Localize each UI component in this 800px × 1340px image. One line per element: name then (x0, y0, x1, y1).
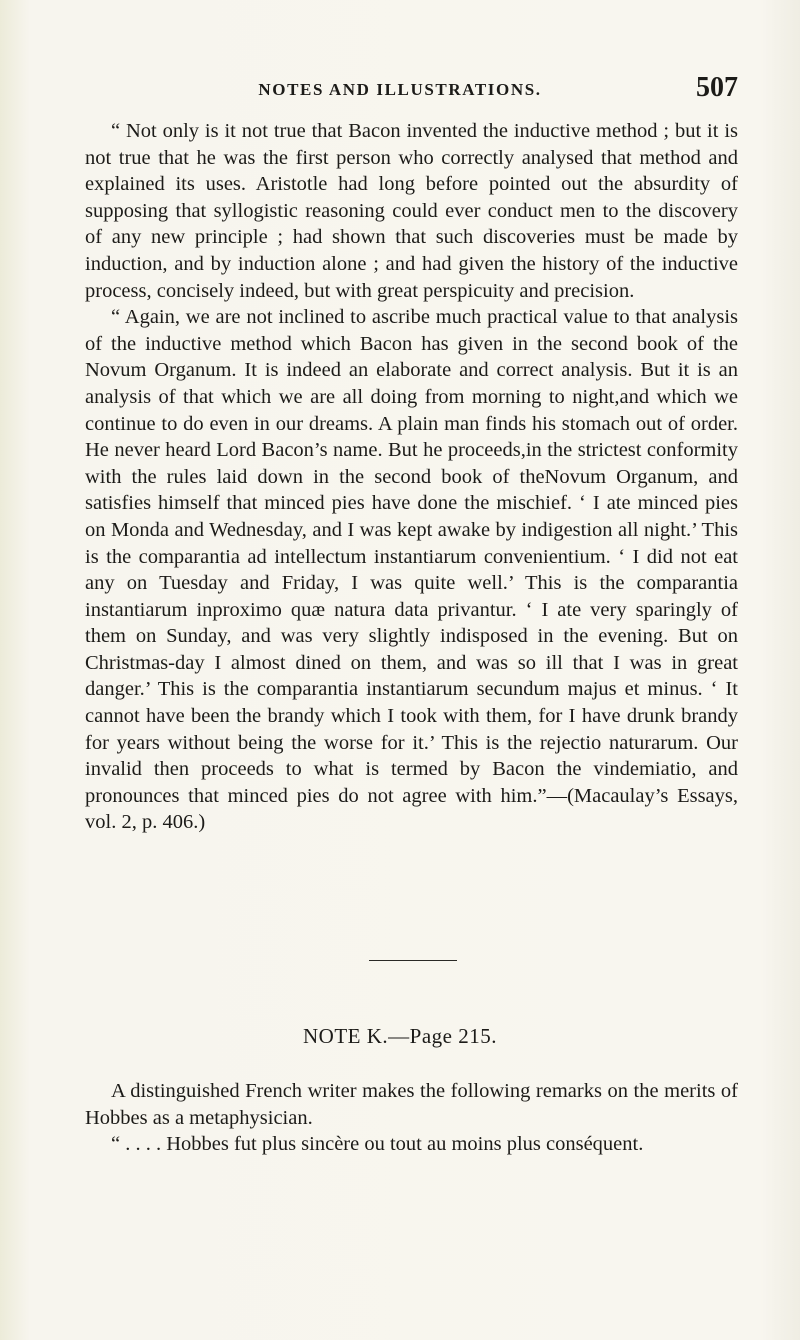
page-header (0, 72, 800, 110)
quotation-block (85, 118, 738, 836)
page-number: 507 (696, 72, 738, 103)
note-block (85, 1078, 738, 1158)
note-heading: NOTE K.—Page 215. (303, 1024, 497, 1048)
paragraph: “ Not only is it not true that Bacon invented the inductive method ; but it is not true that he was the first person who correctly analysed that method and explained its uses. Aristotle had long before pointed out the absurdity of supposing that syllogistic reasoning could ever conduct men to the discovery of any new principle ; had shown that such discoveries must be made by induction, and by induction alone ; and had given the history of the inductive process, concisely indeed, but with great perspicuity and precision. (85, 120, 738, 302)
section-divider (369, 960, 457, 961)
paragraph: “ Again, we are not inclined to ascribe much practical value to that analysis of the inductive method which Bacon has given in the second book of the Novum Organum. It is indeed an elaborate and correct analysis. But it is an analysis of that which we are all doing from morning to night,and which we continue to do even in our dreams. A plain man finds his stomach out of order. He never heard Lord Bacon’s name. But he proceeds,in the strictest conformity with the rules laid down in the second book of theNovum Organum, and satisfies himself that minced pies have done the mischief. ‘ I ate minced pies on Monda and Wednesday, and I was kept awake by indigestion all night.’ This is the comparantia ad intellectum instantiarum convenientium. ‘ I did not eat any on Tuesday and Friday, I was quite well.’ This is the comparantia instantiarum inproximo quæ natura data privantur. ‘ I ate very sparingly of them on Sunday, and was very slightly indisposed in the evening. But on Christmas-day I almost dined on them, and was so ill that I was in great danger.’ This is the comparantia instantiarum secundum majus et minus. ‘ It cannot have been the brandy which I took with them, for I have drunk brandy for years without being the worse for it.’ This is the rejectio naturarum. Our invalid then proceeds to what is termed by Bacon the vindemiatio, and pronounces that minced pies do not agree with him.”—(Macaulay’s Essays, vol. 2, p. 406.) (85, 306, 738, 834)
paragraph: “ . . . . Hobbes fut plus sincère ou tout au moins plus conséquent. (111, 1133, 644, 1156)
paragraph: A distinguished French writer makes the following remarks on the merits of Hobbes as a metaphysician. (85, 1080, 738, 1129)
running-head: NOTES AND ILLUSTRATIONS. (258, 80, 542, 99)
